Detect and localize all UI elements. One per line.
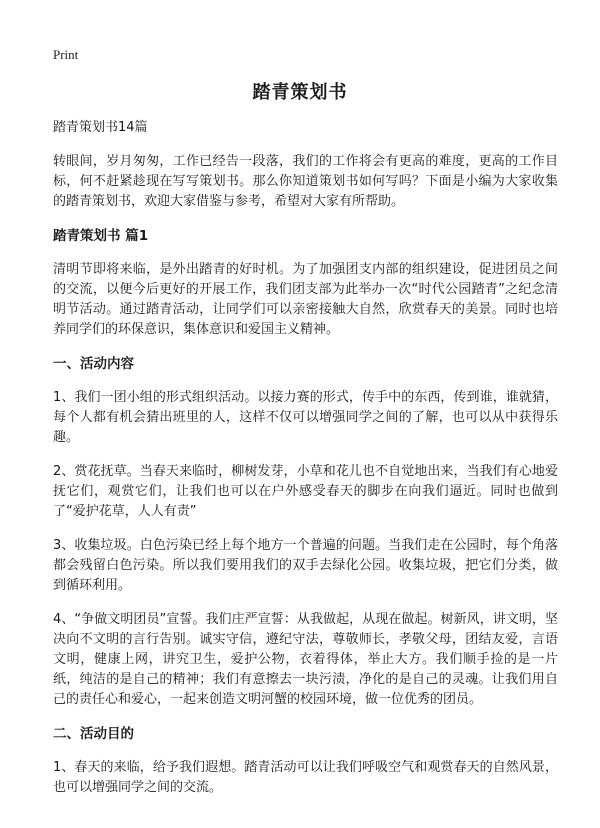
- page-title: 踏青策划书: [252, 82, 348, 103]
- activity-item-1: 1、我们一团小组的形式组织活动。以接力赛的形式，传手中的东西，传到谁，谁就猜，每个人都有机会猜出班里的人，这样不仅可以增强同学之间的了解，也可以从中获得乐趣。: [53, 390, 558, 445]
- heading-activity-purpose: 二、活动目的: [53, 726, 134, 742]
- section-title: 踏青策划书 篇1: [53, 228, 149, 244]
- article-subtitle: 踏青策划书14篇: [53, 120, 148, 135]
- paragraph-1: 清明节即将来临，是外出踏青的好时机。为了加强团支内部的组织建设，促进团员之间的交流，以便今后更好的开展工作，我们团支部为此举办一次“时代公园踏青”之纪念清明节活动。通过踏青活动，让同学们可以亲密接触大自然，欣赏春天的美景。同时也培养同学们的环保意识，集体意识和爱国主义精神。: [53, 262, 558, 337]
- activity-item-3: 3、收集垃圾。白色污染已经上每个地方一个普遍的问题。当我们走在公园时，每个角落都会残留白色污染。所以我们要用我们的双手去绿化公园。收集垃圾，把它们分类，做到循环利用。: [53, 538, 558, 593]
- intro-paragraph: 转眼间，岁月匆匆，工作已经告一段落，我们的工作将会有更高的难度，更高的工作目标，何不赶紧趁现在写写策划书。那么你知道策划书如何写吗？下面是小编为大家收集的踏青策划书，欢迎大家借鉴与参考，希望对大家有所帮助。: [53, 154, 558, 209]
- article-body: [53, 118, 558, 812]
- activity-item-2: 2、赏花抚草。当春天来临时，柳树发芽，小草和花儿也不自觉地出来，当我们有心地爱抚它们，观赏它们，让我们也可以在户外感受春天的脚步在向我们逼近。同时也做到了“爱护花草，人人有责”: [53, 464, 558, 519]
- activity-item-4: 4、“争做文明团员”宣誓。我们庄严宣誓：从我做起，从现在做起。树新风，讲文明，坚决向不文明的言行告别。诚实守信，遵纪守法，尊敬师长，孝敬父母，团结友爱，言语文明，健康上网，讲究卫生，爱护公物，衣着得体，举止大方。我们顺手捡的是一片纸，纯洁的是自己的精神；我们有意擦去一块污渍，净化的是自己的灵魂。让我们用自己的责任心和爱心，一起来创造文明河蟹的校园环境，做一位优秀的团员。: [53, 612, 558, 707]
- purpose-item-1: 1、春天的来临，给予我们遐想。踏青活动可以让我们呼吸空气和观赏春天的自然风景，也可以增强同学之间的交流。: [53, 760, 558, 795]
- heading-activity-content: 一、活动内容: [53, 356, 134, 372]
- print-link[interactable]: Print: [53, 47, 79, 62]
